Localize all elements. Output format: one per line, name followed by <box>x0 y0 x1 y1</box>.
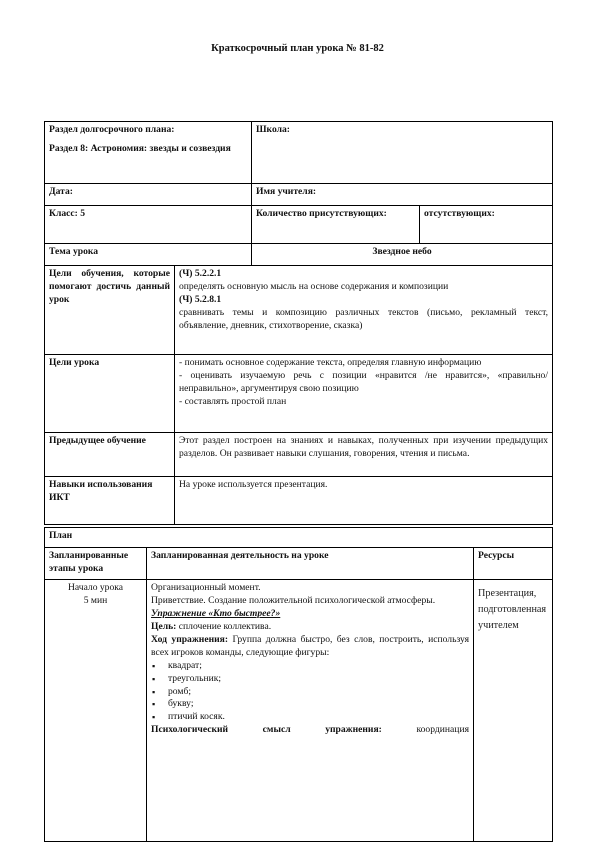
meaning-text: координация <box>381 724 469 736</box>
learning-goals-label-cell <box>45 266 175 355</box>
course-label: Ход упражнения: <box>151 633 229 645</box>
course-text: Группа должна быстро, без слов, построить, используя всех игроков команды, следующие фигуры: <box>151 633 470 658</box>
long-term-plan-cell <box>45 122 252 184</box>
figures-list <box>151 660 469 725</box>
ict-label-cell <box>45 477 175 525</box>
previous-cell <box>175 433 553 477</box>
school-label: Школа: <box>256 124 290 135</box>
ict-cell <box>175 477 553 525</box>
absent-cell <box>420 206 553 244</box>
resources-text: Презентация, подготовленная учителем <box>478 588 547 631</box>
present-label: Количество присутствующих: <box>256 208 387 219</box>
previous-text: Этот раздел построен на знаниях и навыках, полученных при изучении предыдущих разделов. Он развивает навыки слушания, говорения, чтения и письма. <box>179 435 549 459</box>
ict-text: На уроке используется презентация. <box>179 479 328 490</box>
absent-label: отсутствующих: <box>424 208 495 219</box>
exercise-course <box>151 634 469 660</box>
learning-goals-cell <box>175 266 553 355</box>
activity-cell <box>147 580 474 842</box>
date-cell <box>45 184 252 206</box>
col-activity-cell <box>147 548 474 580</box>
lesson-goals-cell <box>175 355 553 433</box>
list-item: ▪ букву; <box>151 698 469 711</box>
ict-label: Навыки использования ИКТ <box>49 479 153 503</box>
teacher-cell <box>252 184 553 206</box>
class-label: Класс: 5 <box>49 208 86 219</box>
col-resources-header: Ресурсы <box>478 550 515 561</box>
section-name: Раздел 8: Астрономия: звезды и созвездия <box>49 142 231 154</box>
topic-label-cell <box>45 244 252 266</box>
learning-goal-code: (Ч) 5.2.8.1 <box>179 293 222 305</box>
topic-label: Тема урока <box>49 246 99 257</box>
exercise-goal <box>151 621 469 634</box>
stage-name: Начало урока <box>67 582 124 593</box>
topic-value-cell <box>252 244 553 266</box>
topic-value: Звездное небо <box>372 246 432 257</box>
school-cell <box>252 122 553 184</box>
org-moment: Организационный момент. <box>151 582 261 593</box>
page-title: Краткосрочный план урока № 81-82 <box>211 43 384 54</box>
learning-goal-text: определять основную мысль на основе содержания и композиции <box>179 280 449 292</box>
col-stages-header: Запланированные этапы урока <box>49 550 129 574</box>
exercise-title: Упражнение «Кто быстрее?» <box>151 607 281 619</box>
col-activity-header: Запланированная деятельность на уроке <box>151 550 329 561</box>
greeting: Приветствие. Создание положительной психологической атмосферы. <box>151 594 436 606</box>
learning-goals-label: Цели обучения, которые помогают достичь данный урок <box>49 268 170 305</box>
long-term-plan-label: Раздел долгосрочного плана: <box>49 124 175 135</box>
lesson-goal-line: - составлять простой план <box>179 395 287 407</box>
goal-text: сплочение коллектива. <box>176 620 272 632</box>
previous-label: Предыдущее обучение <box>49 435 146 446</box>
lesson-info-table <box>44 121 553 525</box>
exercise-meaning <box>151 724 469 737</box>
plan-table <box>44 527 553 842</box>
previous-label-cell <box>45 433 175 477</box>
plan-heading: План <box>49 530 73 541</box>
class-cell <box>45 206 252 244</box>
teacher-label: Имя учителя: <box>256 186 317 197</box>
learning-goal-text: сравнивать темы и композицию различных текстов (письмо, рекламный текст, объявление, дневник, стихотворение, сказка) <box>179 306 549 331</box>
lesson-goals-label: Цели урока <box>49 357 100 368</box>
present-cell <box>252 206 420 244</box>
date-label: Дата: <box>49 186 73 197</box>
col-resources-cell <box>474 548 553 580</box>
list-item: ▪ птичий косяк. <box>151 711 469 724</box>
stage-time: 5 мин <box>83 594 108 606</box>
resources-cell <box>474 580 553 842</box>
plan-heading-cell <box>45 528 553 548</box>
list-item: ▪ треугольник; <box>151 673 469 686</box>
list-item: ▪ ромб; <box>151 686 469 699</box>
col-stages-cell <box>45 548 147 580</box>
list-item: ▪ квадрат; <box>151 660 469 673</box>
learning-goal-code: (Ч) 5.2.2.1 <box>179 268 222 279</box>
lesson-goal-line: - оценивать изучаемую речь с позиции «нравится /не нравится», «правильно/ неправильно», аргументируя свою позицию <box>179 369 549 394</box>
lesson-goal-line: - понимать основное содержание текста, определяя главную информацию <box>179 357 482 368</box>
meaning-label: Психологический смысл упражнения: <box>151 724 382 736</box>
lesson-goals-label-cell <box>45 355 175 433</box>
stage-cell <box>45 580 147 842</box>
goal-label: Цель: <box>151 620 177 632</box>
